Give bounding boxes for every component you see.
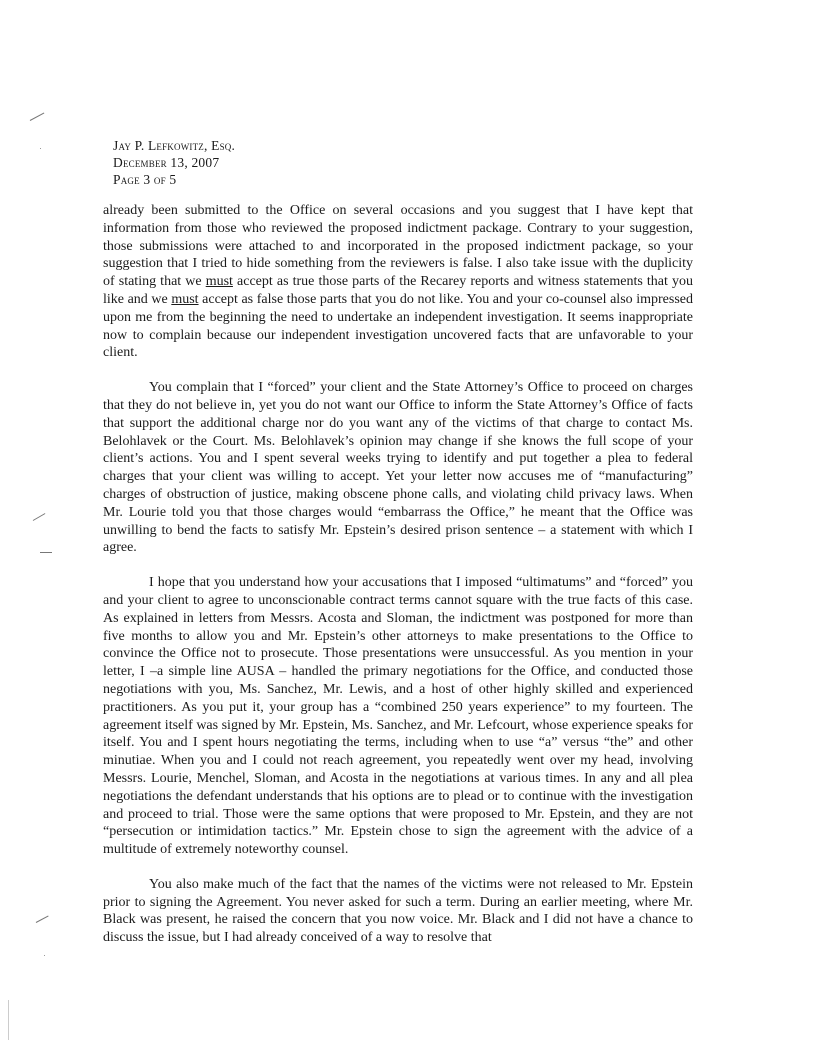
scan-speck (8, 1000, 9, 1040)
scan-mark (40, 552, 52, 553)
page-number: Page 3 of 5 (113, 172, 177, 187)
emphasis-must: must (205, 274, 233, 290)
emphasis-must: must (171, 291, 199, 307)
paragraph-2: You complain that I “forced” your client and the State Attorney’s Office to proceed on charges that they do not believe in, yet you do not want our Office to inform the State Attorney’s Office of facts that support the additional charge nor do you want any of the victims of that charge to contact Ms. Belohlavek or the Court. Ms. Belohlavek’s opinion may change if she knows the full scope of your client’s actions. You and I spent several weeks trying to identify and put together a plea to federal charges that your client was willing to accept. Yet your letter now accuses me of “manufacturing” charges of obstruction of justice, making obscene phone calls, and violating child privacy laws. When Mr. Lourie told you that those charges would “embarrass the Office,” he meant that the Office was unwilling to bend the facts to satisfy Mr. Epstein’s desired prison sentence – a statement with which I agree. (103, 380, 693, 556)
letter-body (103, 202, 693, 964)
scan-speck (44, 955, 45, 956)
letter-date: December 13, 2007 (113, 155, 220, 170)
recipient-name: Jay P. Lefkowitz, Esq. (113, 138, 236, 153)
paragraph-4: You also make much of the fact that the names of the victims were not released to Mr. Epstein prior to signing the Agreement. You never asked for such a term. During an earlier meeting, where Mr. Black was present, he raised the concern that you now voice. Mr. Black and I did not have a chance to discuss the issue, but I had already conceived of a way to resolve that (103, 876, 693, 946)
scan-mark (33, 513, 46, 521)
scan-speck (40, 148, 41, 149)
paragraph-3: I hope that you understand how your accusations that I imposed “ultimatums” and “forced” you and your client to agree to unconscionable contract terms cannot square with the true facts of this case. As explained in letters from Messrs. Acosta and Sloman, the indictment was postponed for more than five months to allow you and Mr. Epstein’s other attorneys to make presentations to the Office to convince the Office not to prosecute. Those presentations were unsuccessful. As you mention in your letter, I –a simple line AUSA – handled the primary negotiations for the Office, and conducted those negotiations with you, Ms. Sanchez, Mr. Lewis, and a host of other highly skilled and experienced practitioners. As you put it, your group has a “combined 250 years experience” to my fourteen. The agreement itself was signed by Mr. Epstein, Ms. Sanchez, and Mr. Lefcourt, whose experience speaks for itself. You and I spent hours negotiating the terms, including when to use “a” versus “the” and other minutiae. When you and I could not reach agreement, you repeatedly went over my head, involving Messrs. Lourie, Menchel, Sloman, and Acosta in the negotiations at various times. In any and all plea negotiations the defendant understands that his options are to plead or to continue with the investigation and proceed to trial. Those were the same options that were proposed to Mr. Epstein, and they are not “persecution or intimidation tactics.” Mr. Epstein chose to sign the agreement with the advice of a multitude of extremely noteworthy counsel. (103, 575, 693, 858)
paragraph-1: already been submitted to the Office on several occasions and you suggest that I have kept that information from those who reviewed the proposed indictment package. Contrary to your suggestion, those submissions were attached to and incorporated in the proposed indictment package, so your suggestion that I tried to hide something from the reviewers is false. I also take issue with the duplicity of stating that we must accept as true those parts of the Recarey reports and witness statements that you like and we must accept as false those parts that you do not like. You and your co-counsel also impressed upon me from the beginning the need to undertake an independent investigation. It seems inappropriate now to complain because our independent investigation uncovered facts that are unfavorable to your client. (103, 203, 694, 361)
letter-header (113, 137, 235, 188)
scan-mark (36, 915, 49, 922)
scan-mark (30, 113, 45, 121)
